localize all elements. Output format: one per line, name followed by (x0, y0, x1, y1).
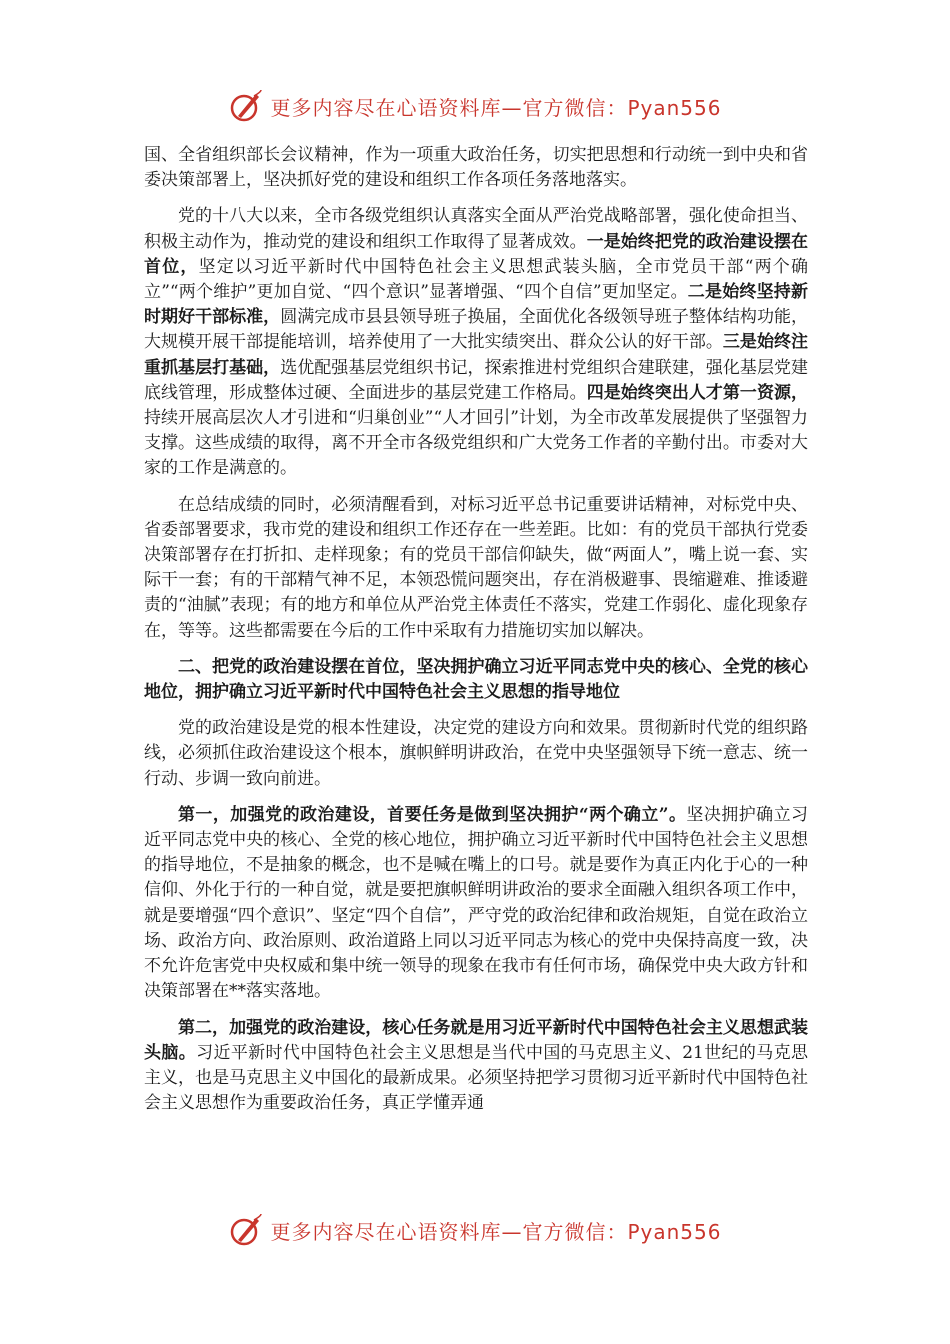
paragraph (144, 143, 808, 193)
bold-text: 一是始终把党的政治建设摆在首位， (144, 231, 809, 277)
body-text: 坚定以习近平新时代中国特色社会主义思想武装头脑，全市党员干部“两个确立”“两个维护”更加自觉、“四个意识”显著增强、“四个自信”更加坚定。 (144, 256, 808, 303)
bold-text: 四是始终突出人才第一资源， (586, 382, 809, 403)
document-body (144, 143, 808, 1127)
body-text: 党的政治建设是党的根本性建设，决定党的建设方向和效果。贯彻新时代党的组织路线，必须抓住政治建设这个根本，旗帜鲜明讲政治，在党中央坚强领导下统一意志、统一行动、步调一致向前进。 (144, 718, 808, 789)
paragraph (144, 716, 808, 792)
body-text: 在总结成绩的同时，必须清醒看到，对标习近平总书记重要讲话精神，对标党中央、省委部署要求，我市党的建设和组织工作还存在一些差距。比如：有的党员干部执行党委决策部署存在打折扣、走样现象；有的党员干部信仰缺失，做“两面人”，嘴上说一套、实际干一套；有的干部精气神不足，本领恐慌问题突出，存在消极避事、畏缩避难、推诿避责的“油腻”表现；有的地方和单位从严治党主体责任不落实，党建工作弱化、虚化现象存在，等等。这些都需要在今后的工作中采取有力措施切实加以解决。 (144, 494, 808, 641)
section-heading (144, 655, 808, 705)
footer-banner (0, 1210, 950, 1250)
banner-text: 更多内容尽在心语资料库—官方微信：Pyan556 (270, 95, 722, 120)
header-banner (0, 86, 950, 126)
paragraph (144, 204, 808, 481)
bold-text: 二是始终坚持新时期好干部标准， (144, 282, 809, 328)
bold-text: 三是始终注重抓基层打基础， (144, 332, 809, 378)
banner-text: 更多内容尽在心语资料库—官方微信：Pyan556 (270, 1219, 722, 1244)
quill-logo-icon (228, 88, 264, 124)
body-text: 坚决拥护确立习近平同志党中央的核心、全党的核心地位，拥护确立习近平新时代中国特色社会主义思想的指导地位，不是抽象的概念，也不是喊在嘴上的口号。就是要作为真正内化于心的一种信仰、外化于行的一种自觉，就是要把旗帜鲜明讲政治的要求全面融入组织各项工作中，就是要增强“四个意识”、坚定“四个自信”，严守党的政治纪律和政治规矩，自觉在政治立场、政治方向、政治原则、政治道路上同以习近平同志为核心的党中央保持高度一致，决不允许危害党中央权威和集中统一领导的现象在我市有任何市场，确保党中央大政方针和决策部署在**落实落地。 (144, 804, 808, 1002)
bold-text: 二、把党的政治建设摆在首位，坚决拥护确立习近平同志党中央的核心、全党的核心地位，拥护确立习近平新时代中国特色社会主义思想的指导地位 (144, 656, 808, 703)
body-text: 国、全省组织部长会议精神，作为一项重大政治任务，切实把思想和行动统一到中央和省委决策部署上，坚决抓好党的建设和组织工作各项任务落地落实。 (144, 145, 808, 191)
paragraph (144, 1016, 808, 1117)
paragraph (144, 803, 808, 1005)
body-text: 圆满完成市县县领导班子换届，全面优化各级领导班子整体结构功能，大规模开展干部提能培训，培养使用了一大批实绩突出、群众公认的好干部。 (144, 307, 809, 353)
bold-text: 第二，加强党的政治建设，核心任务就是用习近平新时代中国特色社会主义思想武装头脑。 (144, 1017, 808, 1063)
paragraph (144, 493, 808, 644)
quill-logo-icon (228, 1212, 264, 1248)
body-text: 选优配强基层党组织书记，探索推进村党组织合建联建，强化基层党建底线管理，形成整体过硬、全面进步的基层党建工作格局。 (144, 357, 809, 403)
body-text: 习近平新时代中国特色社会主义思想是当代中国的马克思主义、21世纪的马克思主义，也是马克思主义中国化的最新成果。必须坚持把学习贯彻习近平新时代中国特色社会主义思想作为重要政治任务，真正学懂弄通 (144, 1042, 809, 1114)
bold-text: 第一，加强党的政治建设，首要任务是做到坚决拥护“两个确立”。 (178, 804, 687, 825)
body-text: 持续开展高层次人才引进和“归巢创业”“人才回引”计划，为全市改革发展提供了坚强智力支撑。这些成绩的取得，离不开全市各级党组织和广大党务工作者的辛勤付出。市委对大家的工作是满意的。 (144, 408, 808, 479)
body-text: 党的十八大以来，全市各级党组织认真落实全面从严治党战略部署，强化使命担当、积极主动作为，推动党的建设和组织工作取得了显著成效。 (144, 206, 808, 252)
